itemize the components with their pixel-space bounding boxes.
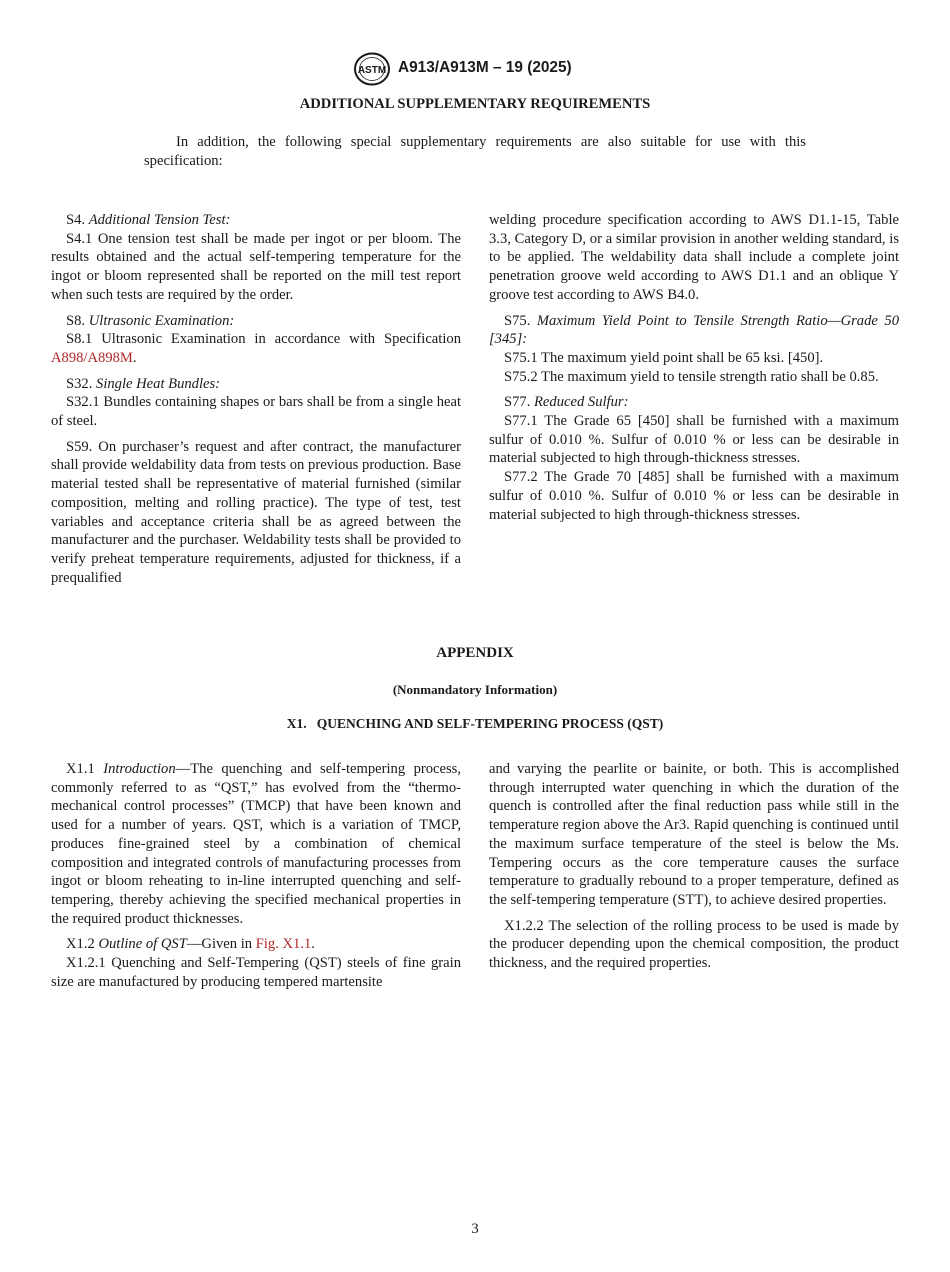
s8-heading: S8. Ultrasonic Examination: <box>66 312 235 329</box>
s77-heading: S77. Reduced Sulfur: <box>504 394 629 411</box>
s75-2-text: S75.2 The maximum yield to tensile strength ratio shall be 0.85. <box>504 368 879 385</box>
s4-heading: S4. Additional Tension Test: <box>66 212 231 228</box>
appendix-left-column <box>51 760 461 991</box>
x1-2-1-text: X1.2.1 Quenching and Self-Tempering (QST) steels of fine grain size are manufactured by producing tempered martensite <box>51 955 461 990</box>
supplementary-left-column <box>51 211 461 587</box>
page-header <box>0 52 950 86</box>
page-number: 3 <box>471 1221 479 1237</box>
s77-1-text: S77.1 The Grade 65 [450] shall be furnished with a maximum sulfur of 0.010 %. Sulfur of 0.010 % or less can be desirable in material subjected to high through-thickness stresses. <box>489 413 899 467</box>
s32-heading: S32. Single Heat Bundles: <box>66 375 221 392</box>
fig-x1-1-link[interactable]: Fig. X1.1 <box>255 936 312 953</box>
x1-2-text: X1.2 Outline of QST—Given in Fig. X1.1. <box>66 936 315 953</box>
x1-2-2-text: X1.2.2 The selection of the rolling process to be used is made by the producer depending upon the chemical composition, the product thickness, and the required properties. <box>489 917 899 972</box>
astm-logo-letters: ASTM <box>357 65 387 76</box>
s59-text: S59. On purchaser’s request and after contract, the manufacturer shall provide weldability data from tests on previous production. Base material tested shall be representative of material furnished (similar composition, melting and rolling practice). The type of test, test variables and acceptance criteria shall be as agreed between the manufacturer and the purchaser. Weldability tests shall be provided to verify preheat temperature requirements, adjusted for thickness, if a prequalified <box>51 438 461 586</box>
s75-heading: S75. Maximum Yield Point to Tensile Strength Ratio—Grade 50 [345]: <box>489 312 899 348</box>
appendix-right-column <box>489 760 899 973</box>
s32-1-text: S32.1 Bundles containing shapes or bars shall be from a single heat of steel. <box>51 394 461 430</box>
intro-text: In addition, the following special supplementary requirements are also suitable for use with this specification: <box>144 134 806 169</box>
s75-1-text: S75.1 The maximum yield point shall be 65 ksi. [450]. <box>504 349 824 366</box>
supplementary-right-column <box>489 211 899 524</box>
s59-text-continued: welding procedure specification according to AWS D1.1-15, Table 3.3, Category D, or a similar provision in another welding standard, is to be applied. The weldability data shall include a complete joint penetration groove weld according to AWS D1.1 and an oblique Y groove test according to AWS B4.0. <box>489 212 899 303</box>
s8-1-text: S8.1 Ultrasonic Examination in accordance with Specification A898/A898M. <box>51 331 461 366</box>
document-id: A913/A913M – 19 (2025) <box>398 59 572 76</box>
a898-link[interactable]: A898/A898M <box>51 349 133 366</box>
x1-section-title: X1. QUENCHING AND SELF-TEMPERING PROCESS (QST) <box>286 716 664 731</box>
appendix-title: APPENDIX <box>436 645 514 661</box>
supplementary-title: ADDITIONAL SUPPLEMENTARY REQUIREMENTS <box>299 96 651 112</box>
s77-2-text: S77.2 The Grade 70 [485] shall be furnished with a maximum sulfur of 0.010 %. Sulfur of 0.010 % or less can be desirable in material subjected to high through-thickness stresses. <box>489 469 899 523</box>
x1-2-1-text-continued: and varying the pearlite or bainite, or both. This is accomplished through interrupted water quenching in which the duration of the quench is controlled after the final reduction pass while still in the temperature region above the Ar3. Rapid quenching is continued until the maximum surface temperature of the steel is below the Ms. Tempering occurs as the core temperature causes the surface temperature to gradually rebound to a proper temperature, defined as the self-tempering temperature (STT), to achieve desired properties. <box>489 761 899 908</box>
astm-logo-icon <box>352 52 392 86</box>
supplementary-intro <box>144 133 806 170</box>
appendix-subtitle: (Nonmandatory Information) <box>392 682 558 697</box>
x1-1-text: X1.1 Introduction—The quenching and self-tempering process, commonly referred to as “QST,” has evolved from the “thermo-mechanical control processes” (TMCP) that have been known and used for a number of years. QST, which is a variation of TMCP, produces fine-grained steel by a combination of chemical composition and integrated controls of manufacturing processes from ingot or bloom reheating to in-line interrupted quenching and self-tempering, thereby achieving the specified mechanical properties in the required product thicknesses. <box>51 761 461 927</box>
s4-1-text: S4.1 One tension test shall be made per ingot or per bloom. The results obtained and the actual self-tempering temperature for the ingot or bloom represented shall be reported on the mill test report when such tests are required by the order. <box>51 230 461 303</box>
